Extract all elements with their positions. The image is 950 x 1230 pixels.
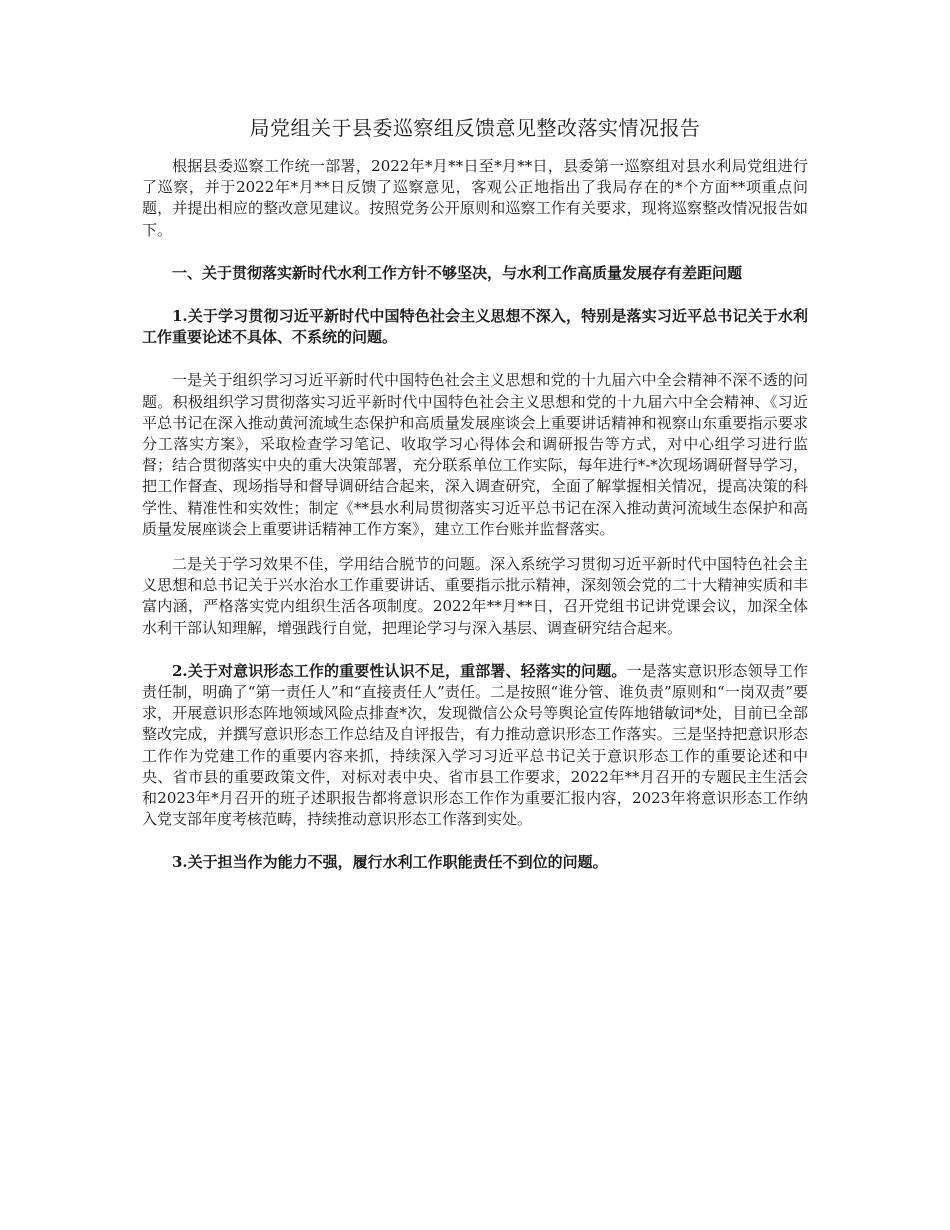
item-2-heading: 2.关于对意识形态工作的重要性认识不足，重部署、轻落实的问题。 — [172, 661, 627, 680]
item-3-heading: 3.关于担当作为能力不强，履行水利工作职能责任不到位的问题。 — [172, 853, 608, 872]
item-1-paragraph-1: 一是关于组织学习习近平新时代中国特色社会主义思想和党的十九届六中全会精神不深不透的问题。积极组织学习贯彻落实习近平新时代中国特色社会主义思想和党的十九届六中全会精神、《习近平总书记在深入推动黄河流域生态保护和高质量发展座谈会上重要讲话精神和视察山东重要指示要求分工落实方案》，采取检查学习笔记、收取学习心得体会和调研报告等方式，对中心组学习进行监督；结合贯彻落实中央的重大决策部署，充分联系单位工作实际，每年进行*-*次现场调研督导学习，把工作督查、现场指导和督导调研结合起来，深入调查研究，全面了解掌握相关情况，提高决策的科学性、精准性和实效性；制定《**县水利局贯彻落实习近平总书记在深入推动黄河流域生态保护和高质量发展座谈会上重要讲话精神工作方案》，建立工作台账并监督落实。 — [142, 371, 808, 538]
item-2-paragraph — [142, 661, 808, 831]
section-1-heading: 一、关于贯彻落实新时代水利工作方针不够坚决，与水利工作高质量发展存有差距问题 — [172, 263, 743, 282]
document-title: 局党组关于县委巡察组反馈意见整改落实情况报告 — [249, 116, 701, 140]
document-page — [142, 112, 808, 888]
item-1-paragraph-2: 二是关于学习效果不佳，学用结合脱节的问题。深入系统学习贯彻习近平新时代中国特色社会主义思想和总书记关于兴水治水工作重要讲话、重要指示批示精神，深刻领会党的二十大精神实质和丰富内涵，严格落实党内组织生活各项制度。2022年**月**日，召开党组书记讲党课会议，加深全体水利干部认知理解，增强践行自觉，把理论学习与深入基层、调查研究结合起来。 — [142, 555, 808, 637]
item-1-heading: 1.关于学习贯彻习近平新时代中国特色社会主义思想不深入，特别是落实习近平总书记关于水利工作重要论述不具体、不系统的问题。 — [142, 307, 808, 347]
intro-paragraph: 根据县委巡察工作统一部署，2022年*月**日至*月**日，县委第一巡察组对县水利局党组进行了巡察，并于2022年*月**日反馈了巡察意见，客观公正地指出了我局存在的*个方面**项重点问题，并提出相应的整改意见建议。按照党务公开原则和巡察工作有关要求，现将巡察整改情况报告如下。 — [142, 157, 808, 239]
item-2-body: 一是落实意识形态领导工作责任制，明确了“第一责任人”和“直接责任人”责任。二是按照“谁分管、谁负责”原则和“一岗双责”要求，开展意识形态阵地领域风险点排查*次，发现微信公众号等舆论宣传阵地错敏词*处，目前已全部整改完成，并撰写意识形态工作总结及自评报告，有力推动意识形态工作落实。三是坚持把意识形态工作作为党建工作的重要内容来抓，持续深入学习习近平总书记关于意识形态工作的重要论述和中央、省市县的重要政策文件，对标对表中央、省市县工作要求，2022年**月召开的专题民主生活会和2023年*月召开的班子述职报告都将意识形态工作作为重要汇报内容，2023年将意识形态工作纳入党支部年度考核范畴，持续推动意识形态工作落到实处。 — [142, 661, 808, 829]
